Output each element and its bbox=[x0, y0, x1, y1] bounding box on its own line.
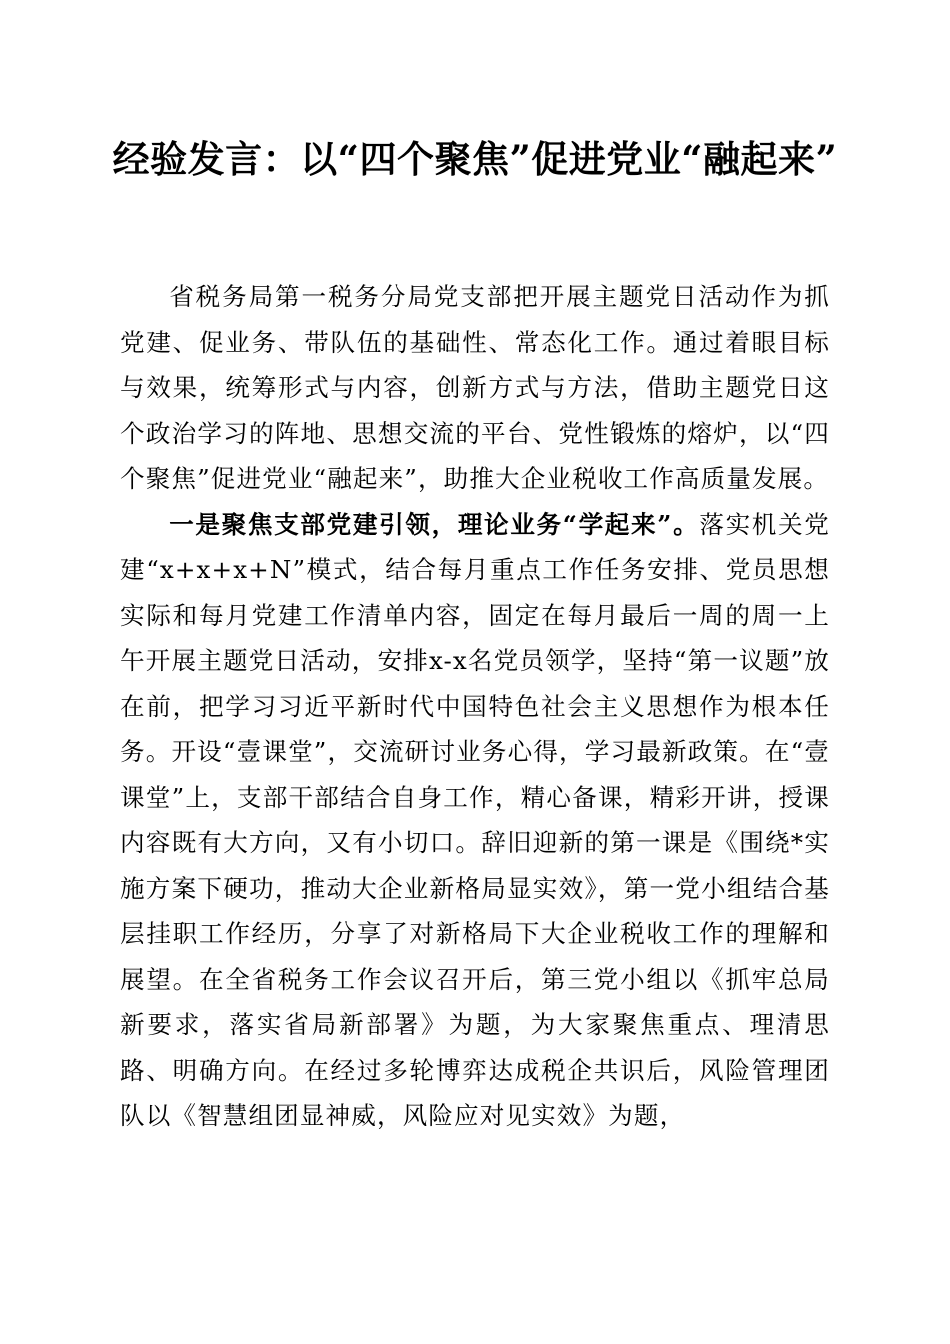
point-one-text: 落实机关党建“x+x+x+N”模式，结合每月重点工作任务安排、党员思想实际和每月党建工作清单内容，固定在每月最后一周的周一上午开展主题党日活动，安排x-x名党员领学，坚持“第一议题”放在前，把学习习近平新时代中国特色社会主义思想作为根本任务。开设“壹课堂”，交流研讨业务心得，学习最新政策。在“壹课堂”上，支部干部结合自身工作，精心备课，精彩开讲，授课内容既有大方向，又有小切口。辞旧迎新的第一课是《围绕*实施方案下硬功，推动大企业新格局显实效》，第一党小组结合基层挂职工作经历，分享了对新格局下大企业税收工作的理解和展望。在全省税务工作会议召开后，第三党小组以《抓牢总局新要求，落实省局新部署》为题，为大家聚焦重点、理清思路、明确方向。在经过多轮博弈达成税企共识后，风险管理团队以《智慧组团显神威，风险应对见实效》为题， bbox=[120, 509, 830, 1130]
document-body bbox=[120, 274, 830, 1139]
intro-paragraph bbox=[120, 274, 830, 502]
point-one-paragraph bbox=[120, 502, 830, 1139]
document-title: 经验发言：以“四个聚焦”促进党业“融起来” bbox=[112, 137, 838, 181]
point-one-heading: 一是聚焦支部党建引领，理论业务“学起来”。 bbox=[169, 509, 700, 539]
intro-paragraph-text: 省税务局第一税务分局党支部把开展主题党日活动作为抓党建、促业务、带队伍的基础性、常态化工作。通过着眼目标与效果，统筹形式与内容，创新方式与方法，借助主题党日这个政治学习的阵地、思想交流的平台、党性锻炼的熔炉，以“四个聚焦”促进党业“融起来”，助推大企业税收工作高质量发展。 bbox=[120, 282, 830, 493]
